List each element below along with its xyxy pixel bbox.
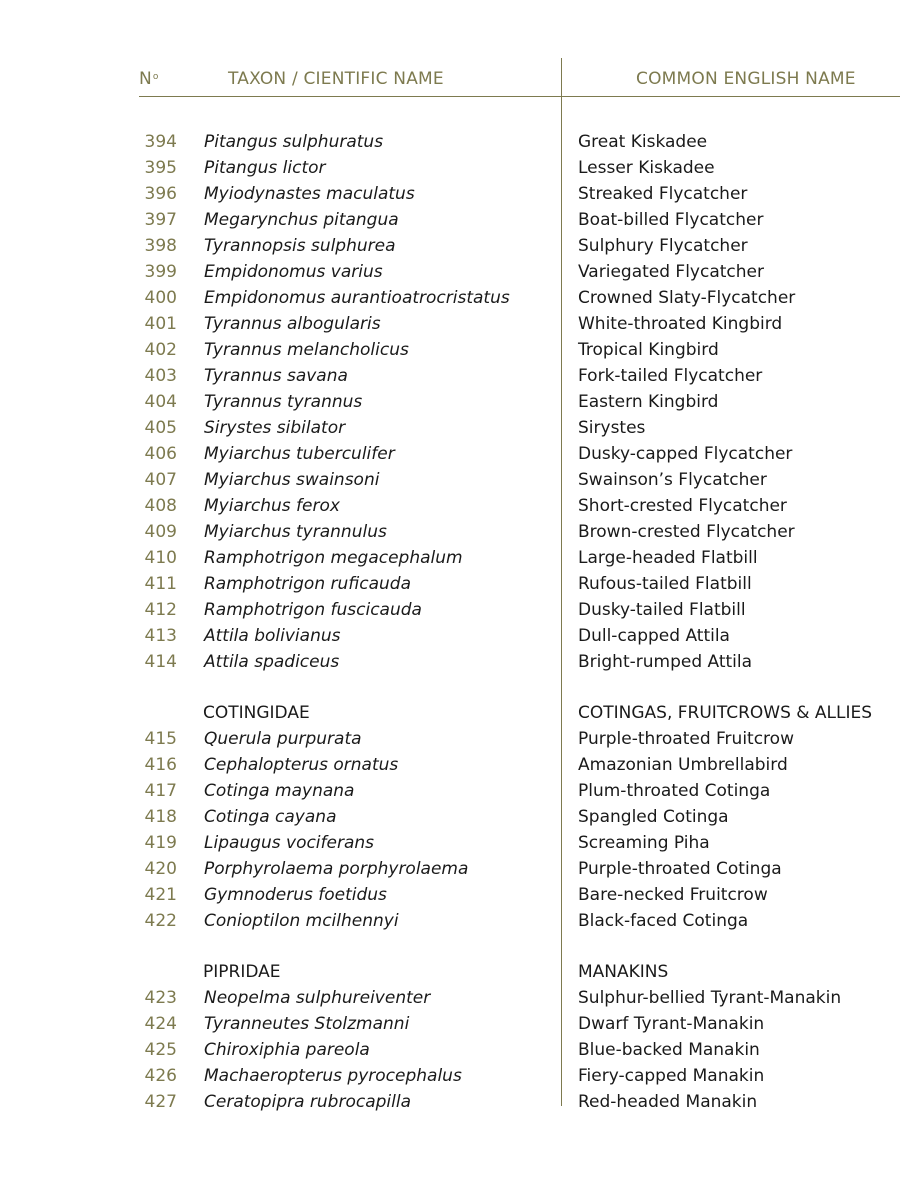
common-name: Amazonian Umbrellabird: [578, 755, 788, 775]
common-name: Plum-throated Cotinga: [578, 781, 771, 801]
common-name: Dwarf Tyrant-Manakin: [578, 1014, 765, 1034]
scientific-name: Tyranneutes Stolzmanni: [204, 1014, 410, 1034]
common-name: Sulphur-bellied Tyrant-Manakin: [578, 988, 842, 1008]
table-row: [0, 337, 900, 363]
table-row: [0, 908, 900, 934]
common-name: Sulphury Flycatcher: [578, 236, 748, 256]
common-name: Bare-necked Fruitcrow: [578, 885, 768, 905]
scientific-name: Tyrannopsis sulphurea: [204, 236, 396, 256]
common-name: Swainson’s Flycatcher: [578, 470, 767, 490]
common-name: Screaming Piha: [578, 833, 710, 853]
species-number: 413: [144, 626, 177, 646]
scientific-name: Machaeropterus pyrocephalus: [204, 1066, 462, 1086]
table-row: [0, 207, 900, 233]
common-name: White-throated Kingbird: [578, 314, 783, 334]
common-name: Fork-tailed Flycatcher: [578, 366, 763, 386]
species-number: 426: [144, 1066, 177, 1086]
common-name: Bright-rumped Attila: [578, 652, 753, 672]
scientific-name: Ramphotrigon ruficauda: [204, 574, 411, 594]
table-row: [0, 415, 900, 441]
family-scientific-name: PIPRIDAE: [203, 962, 281, 982]
scientific-name: Pitangus lictor: [204, 158, 326, 178]
species-number: 412: [144, 600, 177, 620]
common-name: Fiery-capped Manakin: [578, 1066, 765, 1086]
table-row: [0, 752, 900, 778]
table-row: [0, 882, 900, 908]
common-name-column-header: COMMON ENGLISH NAME: [636, 69, 856, 89]
table-row: [0, 155, 900, 181]
species-number: 407: [144, 470, 177, 490]
table-row: [0, 985, 900, 1011]
species-number: 420: [144, 859, 177, 879]
scientific-name: Sirystes sibilator: [204, 418, 346, 438]
family-common-name: COTINGAS, FRUITCROWS & ALLIES: [578, 703, 873, 723]
scientific-name: Ceratopipra rubrocapilla: [204, 1092, 412, 1112]
number-label: N: [139, 69, 152, 89]
common-name: Tropical Kingbird: [578, 340, 719, 360]
common-name: Crowned Slaty-Flycatcher: [578, 288, 796, 308]
species-number: 394: [144, 132, 177, 152]
species-number: 418: [144, 807, 177, 827]
table-row: [0, 545, 900, 571]
species-number: 416: [144, 755, 177, 775]
species-number: 419: [144, 833, 177, 853]
scientific-name: Myiarchus swainsoni: [204, 470, 380, 490]
scientific-name: Lipaugus vociferans: [204, 833, 375, 853]
species-number: 411: [144, 574, 177, 594]
common-name: Dusky-tailed Flatbill: [578, 600, 746, 620]
scientific-name: Ramphotrigon fuscicauda: [204, 600, 422, 620]
taxon-column-header: TAXON / CIENTIFIC NAME: [228, 69, 444, 89]
species-number: 414: [144, 652, 177, 672]
table-row: [0, 259, 900, 285]
table-row: [0, 649, 900, 675]
table-row: [0, 1011, 900, 1037]
table-row: [0, 1037, 900, 1063]
species-number: 423: [144, 988, 177, 1008]
common-name: Dusky-capped Flycatcher: [578, 444, 793, 464]
species-number: 415: [144, 729, 177, 749]
scientific-name: Gymnoderus foetidus: [204, 885, 387, 905]
table-row: [0, 311, 900, 337]
species-number: 425: [144, 1040, 177, 1060]
species-number: 406: [144, 444, 177, 464]
scientific-name: Tyrannus albogularis: [204, 314, 381, 334]
family-heading: [0, 959, 900, 985]
species-number: 427: [144, 1092, 177, 1112]
common-name: Brown-crested Flycatcher: [578, 522, 795, 542]
common-name: Black-faced Cotinga: [578, 911, 749, 931]
species-number: 400: [144, 288, 177, 308]
table-row: [0, 389, 900, 415]
table-row: [0, 129, 900, 155]
species-number: 408: [144, 496, 177, 516]
table-row: [0, 363, 900, 389]
scientific-name: Megarynchus pitangua: [204, 210, 399, 230]
table-row: [0, 856, 900, 882]
species-number: 397: [144, 210, 177, 230]
species-number: 402: [144, 340, 177, 360]
species-number: 398: [144, 236, 177, 256]
common-name: Sirystes: [578, 418, 646, 438]
scientific-name: Pitangus sulphuratus: [204, 132, 384, 152]
scientific-name: Conioptilon mcilhennyi: [204, 911, 399, 931]
scientific-name: Tyrannus tyrannus: [204, 392, 363, 412]
table-row: [0, 233, 900, 259]
family-heading: [0, 700, 900, 726]
species-number: 424: [144, 1014, 177, 1034]
number-column-header: [139, 69, 159, 89]
common-name: Large-headed Flatbill: [578, 548, 758, 568]
table-row: [0, 519, 900, 545]
scientific-name: Porphyrolaema porphyrolaema: [204, 859, 469, 879]
common-name: Dull-capped Attila: [578, 626, 730, 646]
table-row: [0, 181, 900, 207]
table-row: [0, 623, 900, 649]
table-row: [0, 1089, 900, 1115]
common-name: Purple-throated Cotinga: [578, 859, 782, 879]
species-number: 405: [144, 418, 177, 438]
species-number: 404: [144, 392, 177, 412]
common-name: Spangled Cotinga: [578, 807, 729, 827]
common-name: Streaked Flycatcher: [578, 184, 748, 204]
species-number: 403: [144, 366, 177, 386]
scientific-name: Attila spadiceus: [204, 652, 340, 672]
scientific-name: Cotinga cayana: [204, 807, 337, 827]
number-suffix: o: [152, 72, 159, 82]
species-number: 409: [144, 522, 177, 542]
species-number: 396: [144, 184, 177, 204]
species-number: 422: [144, 911, 177, 931]
species-list: [0, 129, 900, 1115]
table-row: [0, 830, 900, 856]
scientific-name: Tyrannus melancholicus: [204, 340, 409, 360]
table-row: [0, 804, 900, 830]
species-number: 399: [144, 262, 177, 282]
family-scientific-name: COTINGIDAE: [203, 703, 310, 723]
scientific-name: Myiarchus tuberculifer: [204, 444, 395, 464]
scientific-name: Querula purpurata: [204, 729, 362, 749]
common-name: Eastern Kingbird: [578, 392, 719, 412]
table-header: [139, 62, 900, 97]
common-name: Boat-billed Flycatcher: [578, 210, 764, 230]
scientific-name: Myiarchus tyrannulus: [204, 522, 387, 542]
table-row: [0, 597, 900, 623]
scientific-name: Empidonomus varius: [204, 262, 383, 282]
family-common-name: MANAKINS: [578, 962, 669, 982]
scientific-name: Neopelma sulphureiventer: [204, 988, 431, 1008]
table-row: [0, 778, 900, 804]
species-number: 401: [144, 314, 177, 334]
common-name: Purple-throated Fruitcrow: [578, 729, 794, 749]
scientific-name: Myiarchus ferox: [204, 496, 340, 516]
scientific-name: Empidonomus aurantioatrocristatus: [204, 288, 510, 308]
scientific-name: Cotinga maynana: [204, 781, 355, 801]
scientific-name: Attila bolivianus: [204, 626, 341, 646]
table-row: [0, 571, 900, 597]
common-name: Short-crested Flycatcher: [578, 496, 787, 516]
common-name: Blue-backed Manakin: [578, 1040, 760, 1060]
species-number: 410: [144, 548, 177, 568]
common-name: Red-headed Manakin: [578, 1092, 758, 1112]
species-number: 395: [144, 158, 177, 178]
common-name: Lesser Kiskadee: [578, 158, 715, 178]
scientific-name: Ramphotrigon megacephalum: [204, 548, 463, 568]
scientific-name: Tyrannus savana: [204, 366, 348, 386]
common-name: Variegated Flycatcher: [578, 262, 764, 282]
table-row: [0, 441, 900, 467]
table-row: [0, 726, 900, 752]
common-name: Rufous-tailed Flatbill: [578, 574, 752, 594]
species-number: 417: [144, 781, 177, 801]
table-row: [0, 493, 900, 519]
table-row: [0, 285, 900, 311]
common-name: Great Kiskadee: [578, 132, 708, 152]
scientific-name: Myiodynastes maculatus: [204, 184, 415, 204]
table-row: [0, 467, 900, 493]
species-number: 421: [144, 885, 177, 905]
scientific-name: Chiroxiphia pareola: [204, 1040, 370, 1060]
scientific-name: Cephalopterus ornatus: [204, 755, 399, 775]
table-row: [0, 1063, 900, 1089]
